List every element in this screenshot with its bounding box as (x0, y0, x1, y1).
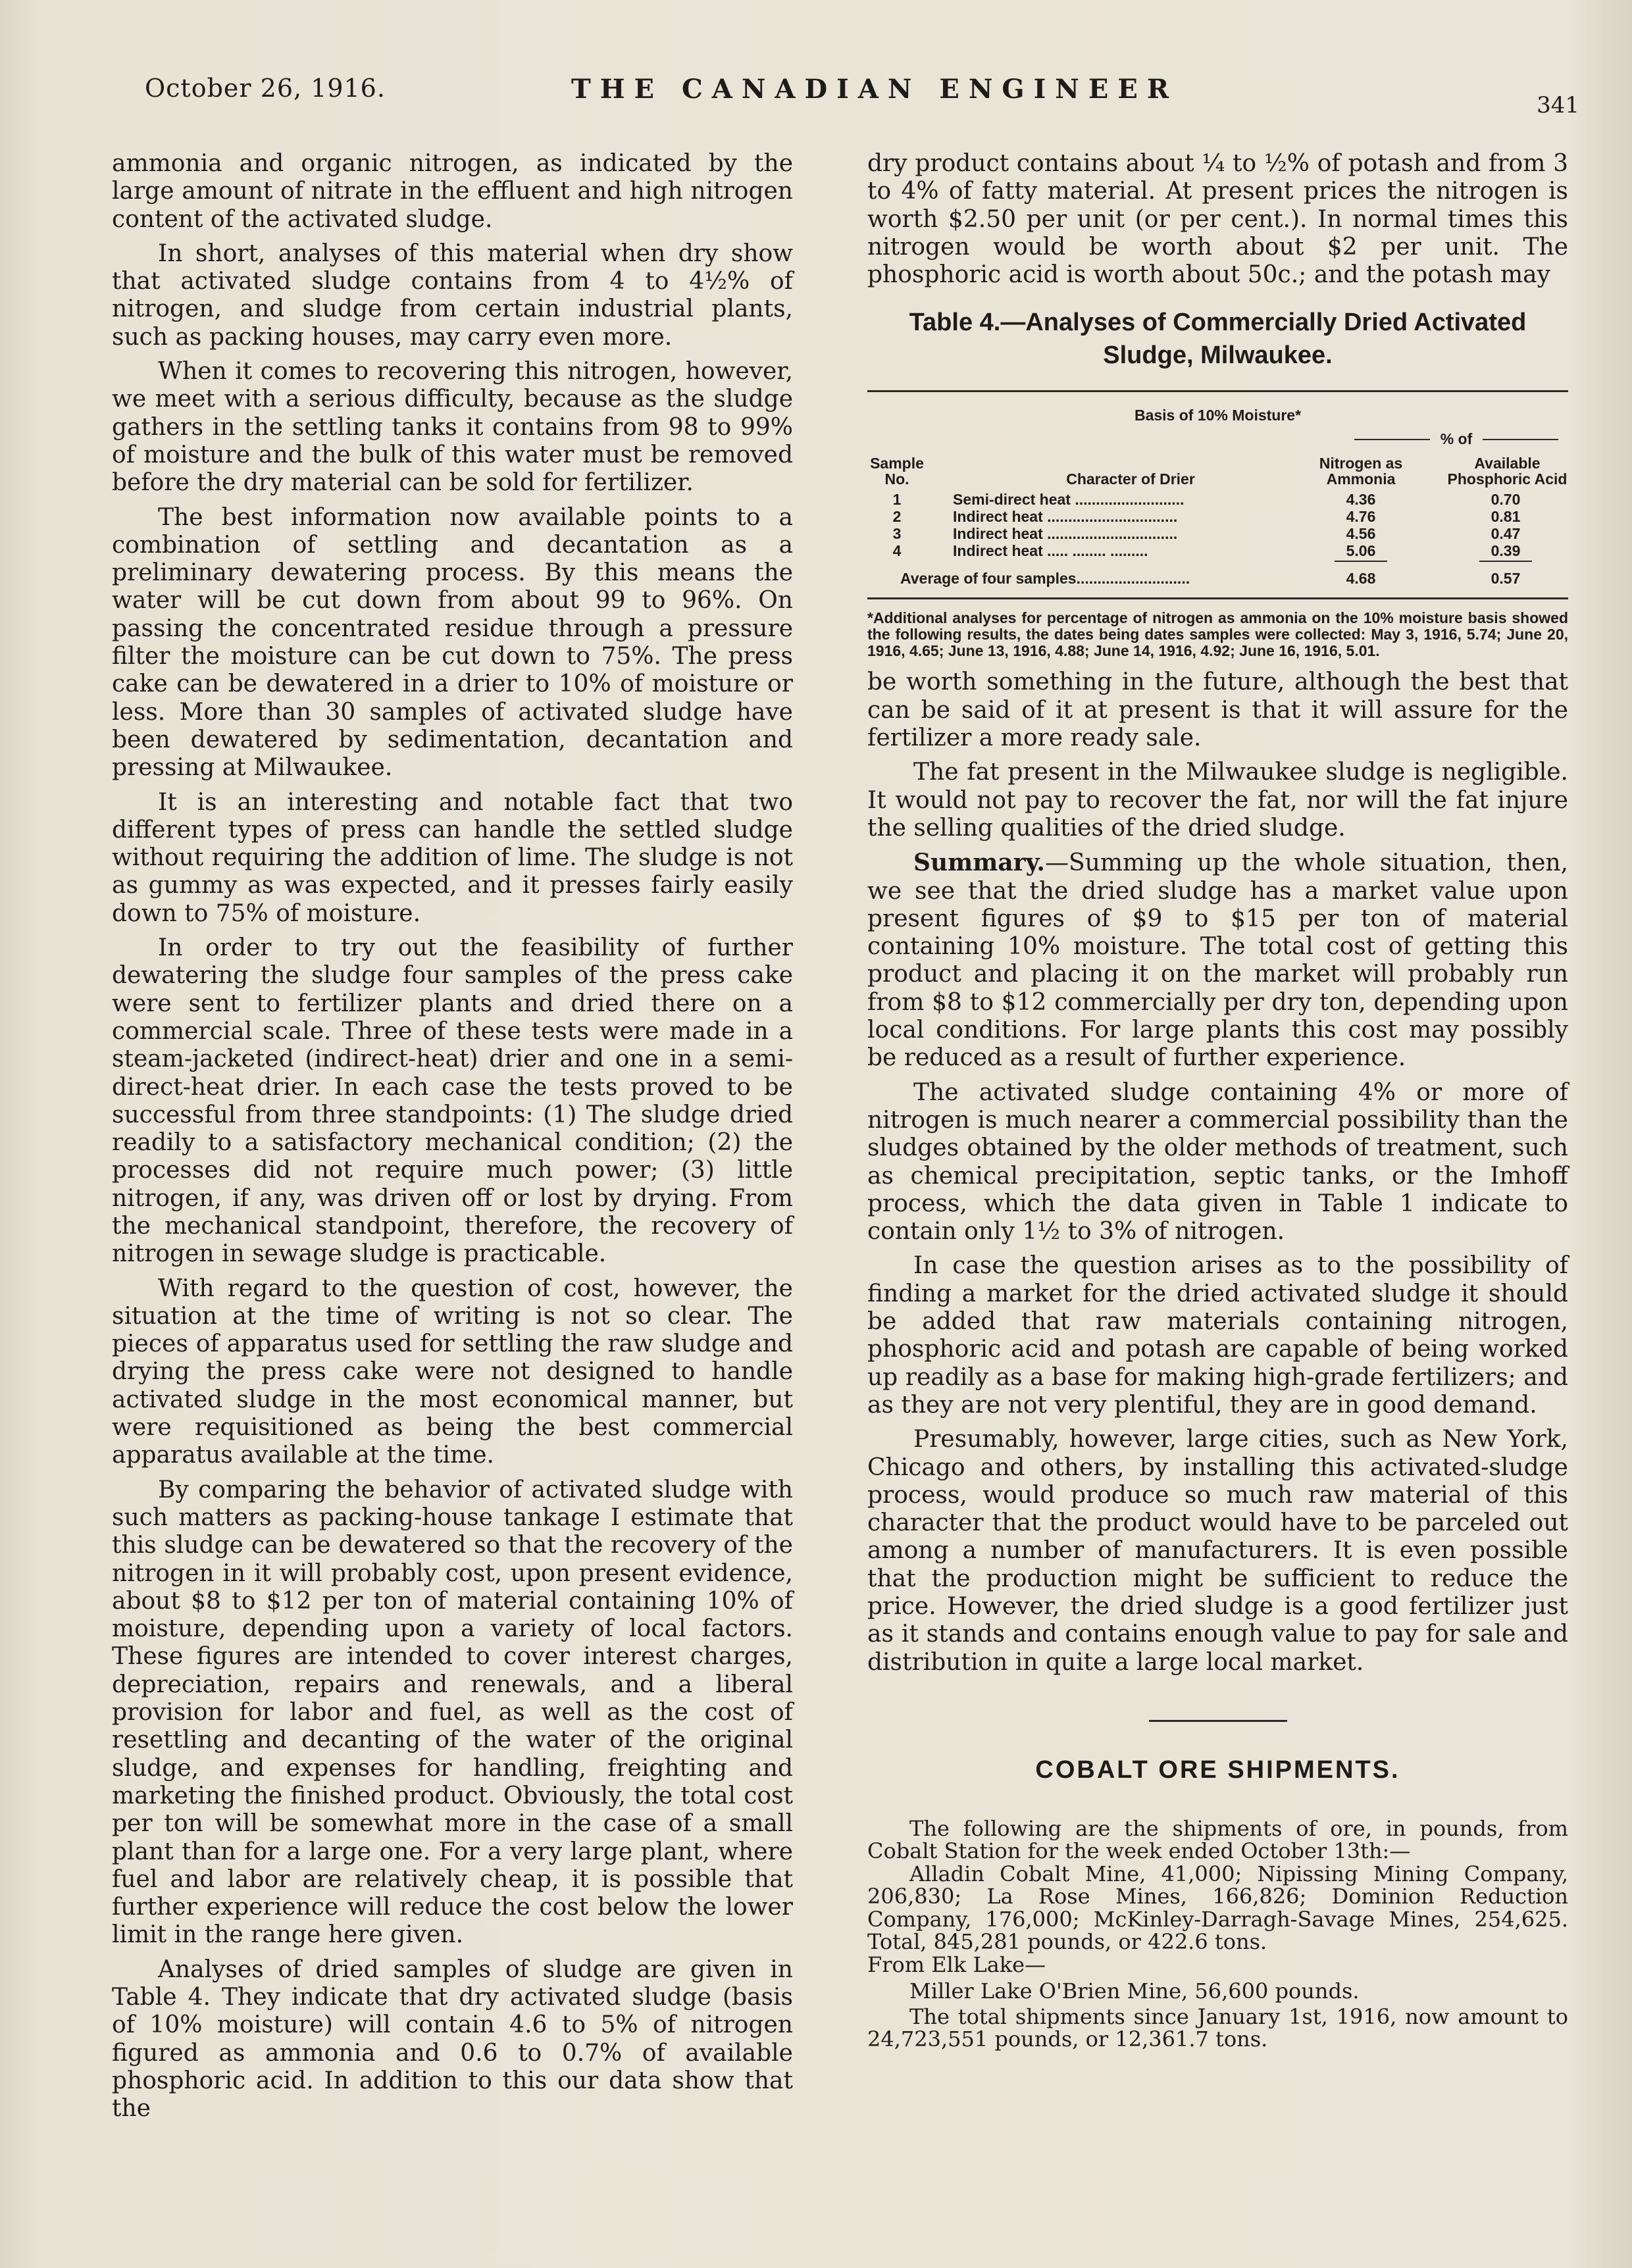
section-heading: COBALT ORE SHIPMENTS. (1035, 1755, 1400, 1784)
article-paragraph: In order to try out the feasibility of further dewatering the sludge four samples of the press cake were sent to fertilizer plants and dried there on a commercial scale. Three of these tests were made in a steam-jacketed (indirect-heat) drier and one in a semi-direct-heat drier. In each case the tests proved to be successful from three standpoints: (1) The sludge dried readily to a satisfactory mechanical condition; (2) the processes did not require much power; (3) little nitrogen, if any, was driven off or lost by drying. From the mechanical standpoint, therefore, the recovery of nitrogen in sewage sludge is practicable. (112, 934, 793, 1268)
table-basis-caption: Basis of 10% Moisture* (1134, 407, 1302, 424)
header-phosphoric: Available Phosphoric Acid (1447, 455, 1568, 488)
cobalt-paragraph: The following are the shipments of ore, in pounds, from Cobalt Station for the week ended October 13th:— (867, 1815, 1568, 1864)
row-phosphoric: 0.70 (1491, 491, 1521, 509)
table-title: Table 4.—Analyses of Commercially Dried Activated Sludge, Milwaukee. (909, 309, 1527, 370)
cobalt-paragraph: Alladin Cobalt Mine, 41,000; Nipissing Mining Company, 206,830; La Rose Mines, 166,826; Dominion Reduction Company, 176,000; McKinley-Darragh-Savage Mines, 254,625. Total, 845,281 pounds, or 422.6 tons. (867, 1861, 1568, 1955)
analyses-table (867, 392, 1568, 593)
average-rule (1335, 561, 1387, 562)
section-divider (1149, 1720, 1287, 1722)
cobalt-paragraph: Miller Lake O'Brien Mine, 56,600 pounds. (909, 1978, 1360, 2004)
average-label: Average of four samples........................... (900, 570, 1190, 588)
header-nitrogen: Nitrogen as Ammonia (1319, 455, 1403, 488)
row-nitrogen: 4.56 (1346, 525, 1376, 543)
issue-date: October 26, 1916. (145, 74, 386, 103)
article-paragraph: The fat present in the Milwaukee sludge is negligible. It would not pay to recover the fat, nor will the fat injure the selling qualities of the dried sludge. (867, 759, 1568, 842)
summary-heading: Summary. (913, 849, 1045, 877)
article-paragraph: dry product contains about ¼ to ½% of potash and from 3 to 4% of fatty material. At present prices the nitrogen is worth $2.50 per unit (or per cent.). In normal times this nitrogen would be worth about $2 per unit. The phosphoric acid is worth about 50c.; and the potash may (867, 150, 1568, 289)
row-number: 1 (892, 491, 902, 509)
table-bottom-rule (867, 597, 1568, 599)
cobalt-paragraph: From Elk Lake— (867, 1952, 1046, 1977)
row-nitrogen: 5.06 (1346, 542, 1376, 560)
percent-of-label: % of (1354, 430, 1558, 448)
article-paragraph: The activated sludge containing 4% or more of nitrogen is much nearer a commercial possibility than the sludges obtained by the older methods of treatment, such as chemical precipitation, septic tanks, or the Imhoff process, which the data given in Table 1 indicate to contain only 1½ to 3% of nitrogen. (867, 1078, 1568, 1246)
row-number: 2 (892, 508, 902, 526)
row-phosphoric: 0.47 (1491, 525, 1521, 543)
row-phosphoric: 0.81 (1491, 508, 1521, 526)
article-paragraph: When it comes to recovering this nitrogen, however, we meet with a serious difficulty, because as the sludge gathers in the settling tanks it contains from 98 to 99% of moisture and the bulk of this water must be removed before the dry material can be sold for fertilizer. (112, 358, 793, 497)
header-sample: Sample No. (870, 455, 924, 488)
article-paragraph: In case the question arises as to the possibility of finding a market for the dried activated sludge it should be added that raw materials containing nitrogen, phosphoric acid and potash are capable of being worked up readily as a base for making high-grade fertilizers; and as they are not very plentiful, they are in good demand. (867, 1252, 1568, 1419)
row-nitrogen: 4.76 (1346, 508, 1376, 526)
header-character-of-drier: Character of Drier (1066, 470, 1195, 488)
summary-paragraph: Summary.—Summing up the whole situation, then, we see that the dried sludge has a market value upon present figures of $9 to $15 per ton of material containing 10% moisture. The total cost of getting this product and placing it on the market will probably run from $8 to $12 commercially per dry ton, depending upon local conditions. For large plants this cost may possibly be reduced as a result of further experience. (867, 849, 1568, 1072)
article-paragraph: By comparing the behavior of activated sludge with such matters as packing-house tankage I estimate that this sludge can be dewatered so that the recovery of the nitrogen in it will probably cost, upon present evidence, about $8 to $12 per ton of material containing 10% of moisture, depending upon a variety of local factors. These figures are intended to cover interest charges, depreciation, repairs and renewals, and a liberal provision for labor and fuel, as well as the cost of resettling and decanting of the water of the original sludge, and expenses for handling, freighting and marketing the finished product. Obviously, the total cost per ton will be somewhat more in the case of a small plant than for a large one. For a very large plant, where fuel and labor are relatively cheap, it is possible that further experience will reduce the cost below the lower limit in the range here given. (112, 1476, 793, 1949)
article-paragraph: Presumably, however, large cities, such as New York, Chicago and others, by installing this activated-sludge process, would produce so much raw material of this character that the product would have to be parceled out among a number of manufacturers. It is even possible that the production might be sufficient to reduce the price. However, the dried sludge is a good fertilizer just as it stands and contains enough value to pay for sale and distribution in quite a large local market. (867, 1426, 1568, 1676)
article-paragraph: In short, analyses of this material when dry show that activated sludge contains from 4 to 4½% of nitrogen, and sludge from certain industrial plants, such as packing houses, may carry even more. (112, 239, 793, 351)
article-paragraph: be worth something in the future, although the best that can be said of it at present is that it will assure for the fertilizer a more ready sale. (867, 668, 1568, 752)
page-number: 341 (1537, 92, 1579, 118)
row-drier: Indirect heat ............................... (953, 508, 1178, 526)
publication-title: THE CANADIAN ENGINEER (571, 74, 1179, 105)
right-column (867, 150, 1568, 2051)
average-nitrogen: 4.68 (1346, 570, 1376, 588)
article-paragraph: Analyses of dried samples of sludge are given in Table 4. They indicate that dry activated sludge (basis of 10% moisture) will contain 4.6 to 5% of nitrogen figured as ammonia and 0.6 to 0.7% of available phosphoric acid. In addition to this our data show that the (112, 1955, 793, 2123)
article-paragraph: ammonia and organic nitrogen, as indicated by the large amount of nitrate in the effluent and high nitrogen content of the activated sludge. (112, 150, 793, 233)
row-number: 4 (892, 542, 902, 560)
row-nitrogen: 4.36 (1346, 491, 1376, 509)
row-number: 3 (892, 525, 902, 543)
page-header (145, 74, 1579, 120)
left-column (112, 150, 793, 2123)
table-footnote: *Additional analyses for percentage of nitrogen as ammonia on the 10% moisture basis showed the following results, the dates being dates samples were collected: May 3, 1916, 5.74; June 20, 1916, 4.65; June 13, 1916, 4.88; June 14, 1916, 4.92; June 16, 1916, 5.01. (867, 609, 1568, 660)
row-drier: Semi-direct heat .......................... (953, 491, 1185, 509)
article-paragraph: With regard to the question of cost, however, the situation at the time of writing is not so clear. The pieces of apparatus used for settling the raw sludge and drying the press cake were not designed to handle activated sludge in the most economical manner, but were requisitioned as being the best commercial apparatus available at the time. (112, 1274, 793, 1469)
average-phosphoric: 0.57 (1491, 570, 1521, 588)
article-paragraph: It is an interesting and notable fact that two different types of press can handle the settled sludge without requiring the addition of lime. The sludge is not as gummy as was expected, and it presses fairly easily down to 75% of moisture. (112, 788, 793, 927)
row-phosphoric: 0.39 (1491, 542, 1521, 560)
article-paragraph: The best information now available points to a combination of settling and decantation as a preliminary dewatering process. By this means the water will be cut down from about 99 to 96%. On passing the concentrated residue through a pressure filter the moisture can be cut down to 75%. The press cake can be dewatered in a drier to 10% of moisture or less. More than 30 samples of activated sludge have been dewatered by sedimentation, decantation and pressing at Milwaukee. (112, 503, 793, 782)
cobalt-paragraph: The total shipments since January 1st, 1916, now amount to 24,723,551 pounds, or 12,361.7 tons. (867, 2003, 1568, 2052)
average-rule (1479, 561, 1532, 562)
row-drier: Indirect heat ............................... (953, 525, 1178, 543)
row-drier: Indirect heat ..... ........ ......... (953, 542, 1148, 560)
